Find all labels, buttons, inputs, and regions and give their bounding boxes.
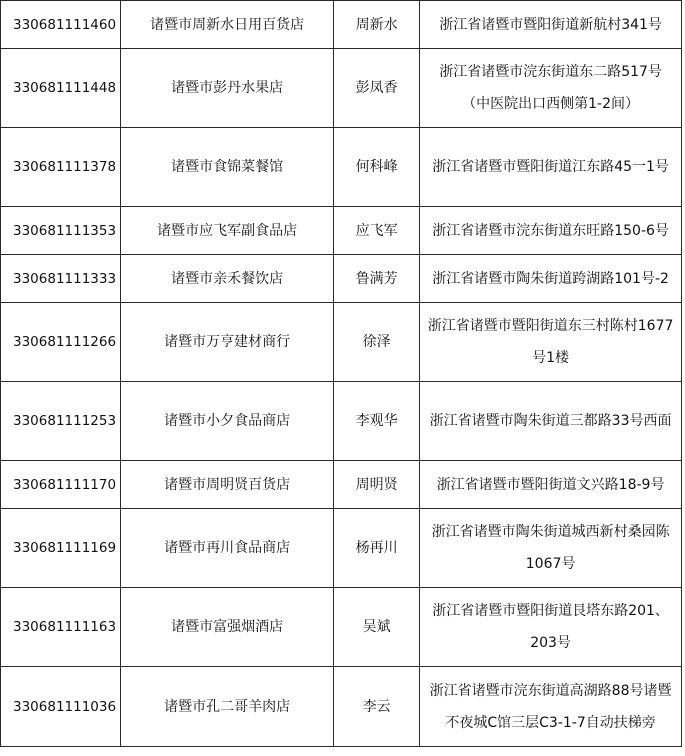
code-cell: 330681111333	[1, 255, 121, 303]
table-row	[1, 255, 682, 303]
table-row	[1, 667, 682, 747]
person-cell: 周明贤	[334, 461, 420, 509]
name-cell: 诸暨市小夕食品商店	[121, 382, 334, 461]
name-cell: 诸暨市彭丹水果店	[121, 49, 334, 128]
table-row	[1, 509, 682, 588]
code-cell: 330681111036	[1, 667, 121, 747]
table-row	[1, 461, 682, 509]
name-cell: 诸暨市周新水日用百货店	[121, 1, 334, 49]
person-cell: 杨再川	[334, 509, 420, 588]
address-cell: 浙江省诸暨市浣东街道高湖路88号诸暨不夜城C馆三层C3-1-7自动扶梯旁	[420, 667, 682, 747]
code-cell: 330681111163	[1, 588, 121, 667]
code-cell: 330681111460	[1, 1, 121, 49]
code-cell: 330681111378	[1, 128, 121, 207]
address-cell: 浙江省诸暨市暨阳街道东三村陈村1677号1楼	[420, 303, 682, 382]
person-cell: 李观华	[334, 382, 420, 461]
code-cell: 330681111170	[1, 461, 121, 509]
address-cell: 浙江省诸暨市暨阳街道江东路45一1号	[420, 128, 682, 207]
table-row	[1, 1, 682, 49]
person-cell: 吴斌	[334, 588, 420, 667]
address-cell: 浙江省诸暨市陶朱街道城西新村桑园陈1067号	[420, 509, 682, 588]
name-cell: 诸暨市周明贤百货店	[121, 461, 334, 509]
address-cell: 浙江省诸暨市浣东街道东二路517号（中医院出口西侧第1-2间）	[420, 49, 682, 128]
name-cell: 诸暨市应飞军副食品店	[121, 207, 334, 255]
person-cell: 李云	[334, 667, 420, 747]
person-cell: 徐泽	[334, 303, 420, 382]
address-cell: 浙江省诸暨市浣东街道东旺路150-6号	[420, 207, 682, 255]
person-cell: 周新水	[334, 1, 420, 49]
code-cell: 330681111266	[1, 303, 121, 382]
table-row	[1, 207, 682, 255]
address-cell: 浙江省诸暨市暨阳街道新航村341号	[420, 1, 682, 49]
person-cell: 何科峰	[334, 128, 420, 207]
address-cell: 浙江省诸暨市陶朱街道三都路33号西面	[420, 382, 682, 461]
name-cell: 诸暨市富强烟酒店	[121, 588, 334, 667]
table-row	[1, 588, 682, 667]
address-cell: 浙江省诸暨市陶朱街道跨湖路101号-2	[420, 255, 682, 303]
address-cell: 浙江省诸暨市暨阳街道文兴路18-9号	[420, 461, 682, 509]
code-cell: 330681111448	[1, 49, 121, 128]
person-cell: 彭凤香	[334, 49, 420, 128]
name-cell: 诸暨市再川食品商店	[121, 509, 334, 588]
code-cell: 330681111253	[1, 382, 121, 461]
table-row	[1, 128, 682, 207]
person-cell: 应飞军	[334, 207, 420, 255]
table-row	[1, 382, 682, 461]
address-cell: 浙江省诸暨市暨阳街道艮塔东路201、203号	[420, 588, 682, 667]
table-row	[1, 49, 682, 128]
name-cell: 诸暨市孔二哥羊肉店	[121, 667, 334, 747]
code-cell: 330681111169	[1, 509, 121, 588]
name-cell: 诸暨市万亨建材商行	[121, 303, 334, 382]
name-cell: 诸暨市食锦菜餐馆	[121, 128, 334, 207]
person-cell: 鲁满芳	[334, 255, 420, 303]
code-cell: 330681111353	[1, 207, 121, 255]
table-row	[1, 303, 682, 382]
name-cell: 诸暨市亲禾餐饮店	[121, 255, 334, 303]
